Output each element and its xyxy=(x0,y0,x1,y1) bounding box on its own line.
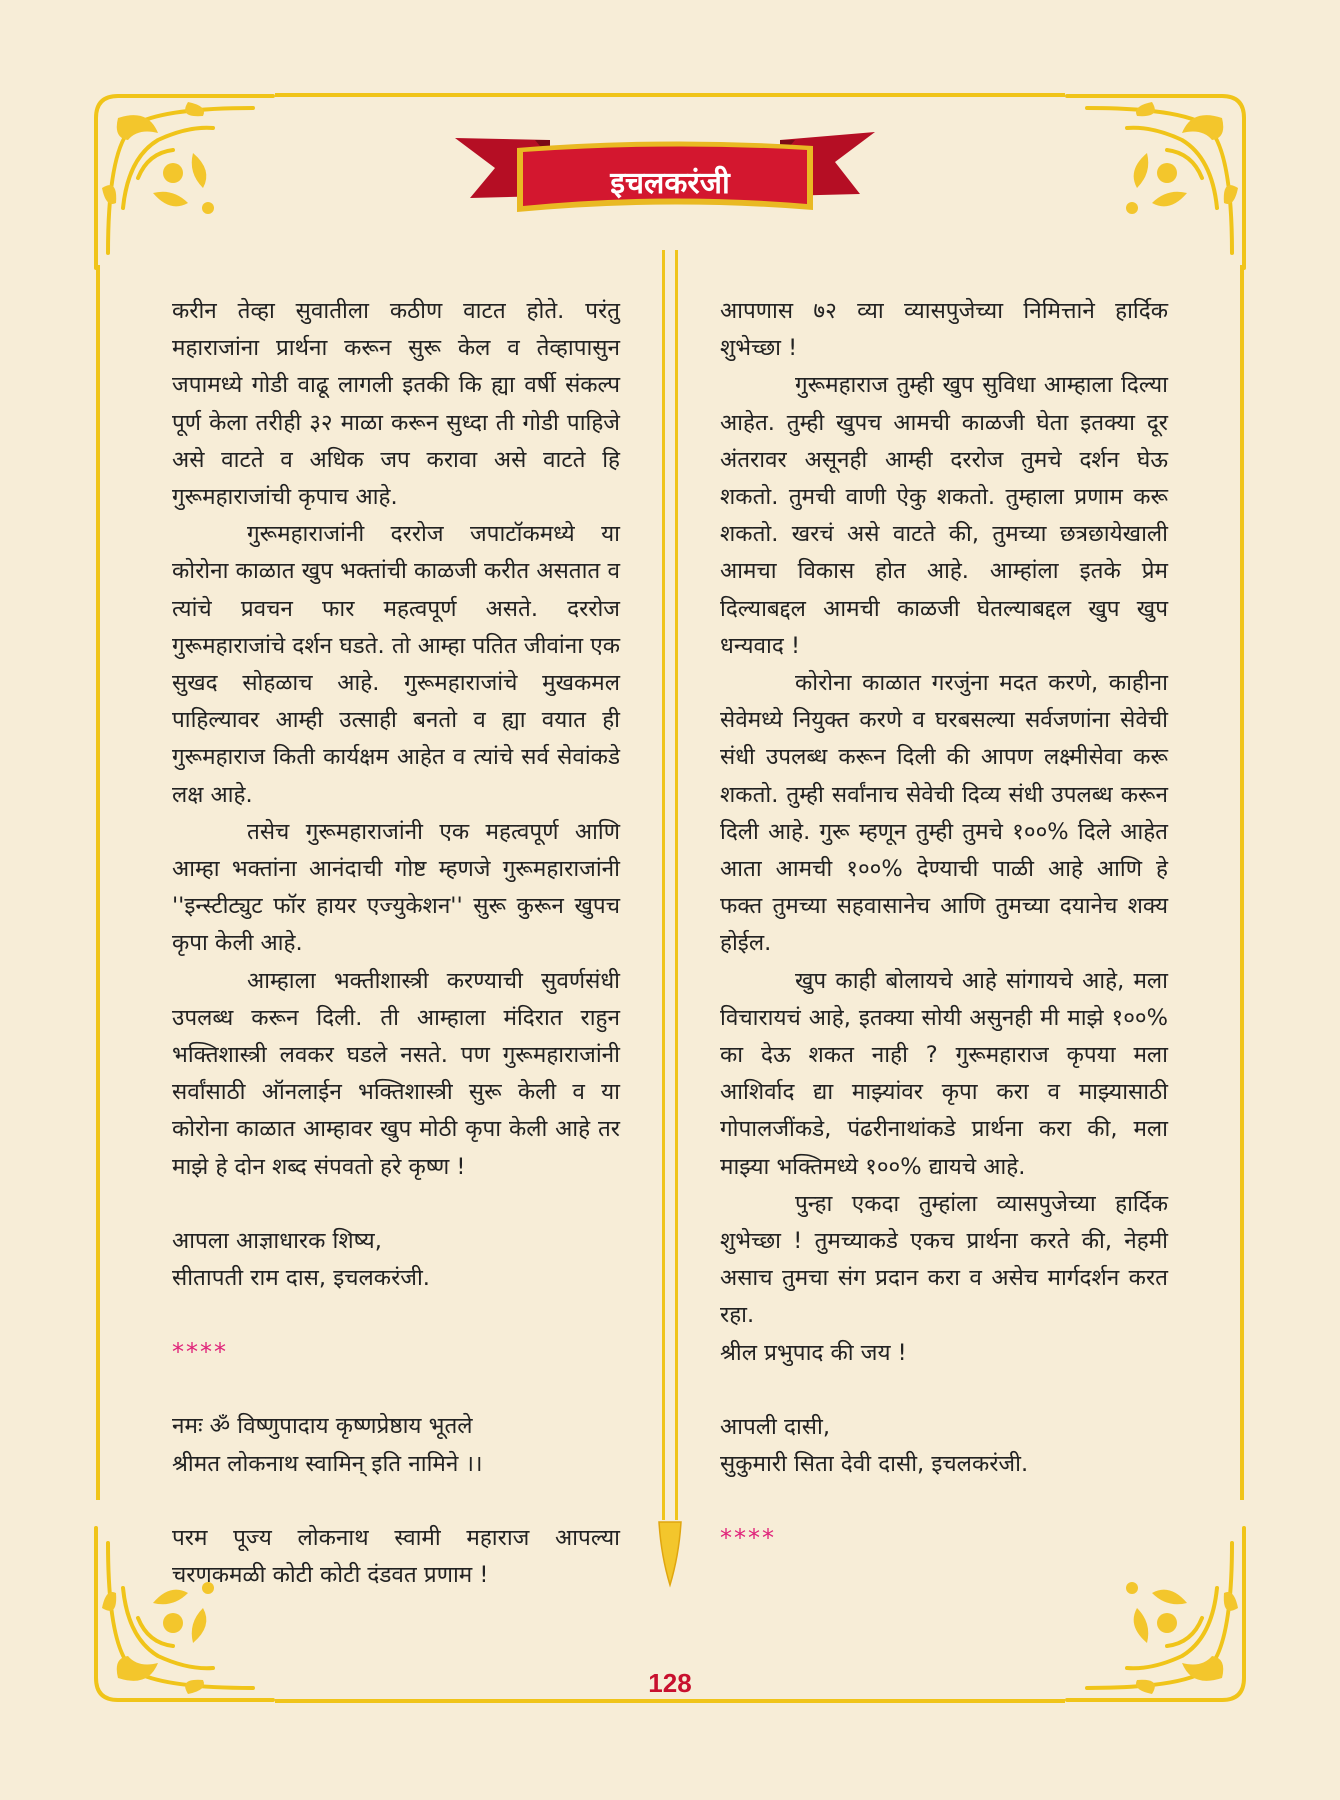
left-paragraph-2: गुरूमहाराजांनी दररोज जपाटॉकमध्ये या कोरोना काळात खुप भक्तांची काळजी करीत असतात व त्यांचे प्रवचन फार महत्वपूर्ण असते. दररोज गुरूमहाराजांचे दर्शन घडते. तो आम्हा पतित जीवांना एक सुखद सोहळाच आहे. गुरूमहाराजांचे मुखकमल पाहिल्यावर आम्ही उत्साही बनतो व ह्या वयात ही गुरूमहाराज किती कार्यक्षम आहेत व त्यांचे सर्व सेवांकडे लक्ष आहे. xyxy=(172,521,620,808)
border-right-line xyxy=(1240,265,1244,1500)
border-left-line xyxy=(96,265,100,1500)
left-paragraph-4: आम्हाला भक्तीशास्त्री करण्याची सुवर्णसंधी उपलब्ध करून दिली. ती आम्हाला मंदिरात राहुन भक्तिशास्त्री लवकर घडले नसते. पण गुरूमहाराजांनी सर्वांसाठी ऑनलाईन भक्तिशास्त्री सुरू केली व या कोरोना काळात आम्हावर खुप मोठी कृपा केली आहे तर माझे हे दोन शब्द संपवतो हरे कृष्ण ! xyxy=(172,967,620,1180)
right-separator-stars: **** xyxy=(720,1524,776,1553)
left-separator-stars: **** xyxy=(172,1338,228,1367)
right-paragraph-2: गुरूमहाराज तुम्ही खुप सुविधा आम्हाला दिल्या आहेत. तुम्ही खुपच आमची काळजी घेता इतक्या दूर अंतरावर असूनही आम्ही दररोज तुमचे दर्शन घेऊ शकतो. तुमची वाणी ऐकु शकतो. तुम्हाला प्रणाम करू शकतो. खरचं असे वाटते की, तुमच्या छत्रछायेखाली आमचा विकास होत आहे. आम्हांला इतके प्रेम दिल्याबद्दल आमची काळजी घेतल्याबद्दल खुप खुप धन्यवाद ! xyxy=(720,372,1168,659)
verse-line-2: श्रीमत लोकनाथ स्वामिन् इति नामिने ।। xyxy=(172,1450,483,1477)
right-paragraph-3: कोरोना काळात गरजुंना मदत करणे, काहीना सेवेमध्ये नियुक्त करणे व घरबसल्या सर्वजणांना सेवेची संधी उपलब्ध करून दिली की आपण लक्ष्मीसेवा करू शकतो. तुम्ही सर्वांनाच सेवेची दिव्य संधी उपलब्ध करून दिली आहे. गुरू म्हणून तुम्ही तुमचे १००% दिले आहेत आता आमची १००% देण्याची पाळी आहे आणि हे फक्त तुमच्या सहवासानेच आणि तुमच्या दयानेच शक्य होईल. xyxy=(720,670,1168,957)
verse-line-1: नमः ॐ विष्णुपादाय कृष्णप्रेष्ठाय भूतले xyxy=(172,1413,473,1440)
right-signature-line-2: सुकुमारी सिता देवी दासी, इचलकरंजी. xyxy=(720,1451,1029,1478)
left-column xyxy=(172,293,620,1594)
corner-ornament-top-right xyxy=(1052,78,1262,288)
column-divider xyxy=(657,250,683,1590)
left-signature-line-2: सीतापती राम दास, इचलकरंजी. xyxy=(172,1265,430,1292)
left-paragraph-5: परम पूज्य लोकनाथ स्वामी महाराज आपल्या चरणकमळी कोटी कोटी दंडवत प्रणाम ! xyxy=(172,1524,620,1589)
right-signature-line-1: आपली दासी, xyxy=(720,1413,830,1440)
left-paragraph-3: तसेच गुरूमहाराजांनी एक महत्वपूर्ण आणि आम्हा भक्तांना आनंदाची गोष्ट म्हणजे गुरूमहाराजांनी ''इन्स्टीट्युट फॉर हायर एज्युकेशन'' सुरू कुरून खुपच कृपा केली आहे. xyxy=(172,818,620,957)
right-paragraph-1: आपणास ७२ व्या व्यासपुजेच्या निमित्ताने हार्दिक शुभेच्छा ! xyxy=(720,298,1168,362)
right-paragraph-6: श्रील प्रभुपाद की जय ! xyxy=(720,1339,907,1366)
page-title: इचलकरंजी xyxy=(610,166,730,201)
left-paragraph-1: करीन तेव्हा सुवातीला कठीण वाटत होते. परंतु महाराजांना प्रार्थना करून सुरू केल व तेव्हापासुन जपामध्ये गोडी वाढू लागली इतकी कि ह्या वर्षी संकल्प पूर्ण केला तरीही ३२ माळा करून सुध्दा ती गोडी पाहिजे असे वाटते व अधिक जप करावा असे वाटते हि गुरूमहाराजांची कृपाच आहे. xyxy=(172,298,620,511)
border-top-line xyxy=(275,93,1065,97)
border-bottom-line xyxy=(275,1699,1065,1703)
left-signature-line-1: आपला आज्ञाधारक शिष्य, xyxy=(172,1227,382,1254)
right-paragraph-4: खुप काही बोलायचे आहे सांगायचे आहे, मला विचारायचं आहे, इतक्या सोयी असुनही मी माझे १००% का देऊ शकत नाही ? गुरूमहाराज कृपया मला आशिर्वाद द्या माझ्यांवर कृपा करा व माझ्यासाठी गोपालजींकडे, पंढरीनाथांकडे प्रार्थना करा की, मला माझ्या भक्तिमध्ये १००% द्यायचे आहे. xyxy=(720,967,1168,1180)
right-paragraph-5: पुन्हा एकदा तुम्हांला व्यासपुजेच्या हार्दिक शुभेच्छा ! तुमच्याकडे एकच प्रार्थना करते की, नेहमी असाच तुमचा संग प्रदान करा व असेच मार्गदर्शन करत रहा. xyxy=(720,1190,1168,1329)
page-number: 128 xyxy=(648,1668,692,1698)
corner-ornament-top-left xyxy=(78,78,288,288)
right-column xyxy=(720,293,1168,1558)
